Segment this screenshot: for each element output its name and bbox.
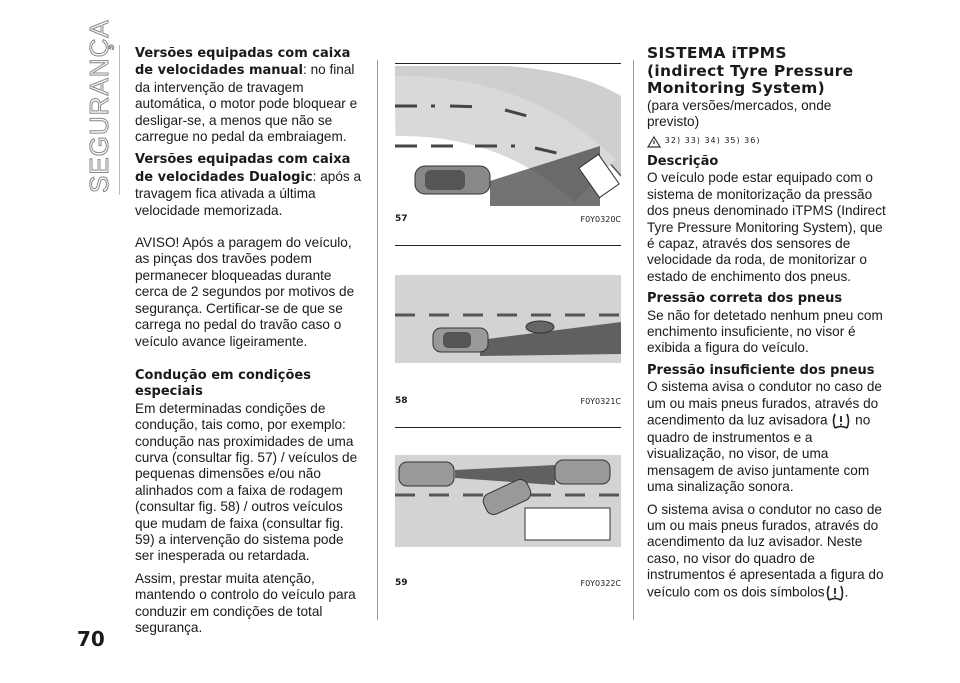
figure-top-rule [395,245,621,246]
section-title [80,19,120,195]
tyre-pressure-warning-icon [825,584,845,602]
figure-number: 57 [395,214,408,224]
figure-59 [395,450,621,590]
section-title-text: SEGURANÇA [84,19,114,193]
section-subtitle: (para versões/mercados, onde previsto) [647,97,832,129]
page-number: 70 [77,627,105,651]
paragraph-insuficiente-1 [647,379,887,495]
figure-57 [395,66,621,226]
text-manual: : no final da intervenção de travagem automática, o motor pode bloquear e desligar-se, a menos que não se carregue no pedal da embraiagem. [135,62,358,145]
paragraph-conducao-1: Em determinadas condições de condução, tais como, por exemplo: condução nas proximidades de uma curva (consultar fig. 57) / veículos de pequenas dimensões e/ou não alinhados com a faixa de rodagem (consultar fig. 58) / outros veículos que mudam de faixa (consultar fig. 59) a intervenção do sistema pode ser inesperada ou retardada. [135,400,358,564]
warning-triangle-icon [647,136,661,148]
text-insuficiente-2b: . [844,584,849,600]
figure-code: F0Y0322C [580,579,621,588]
text-column-right [647,45,887,602]
heading-dualogic: Versões equipadas com caixa de velocidades Dualogic [135,152,351,185]
figure-code: F0Y0320C [580,215,621,224]
text-insuficiente-2a: O sistema avisa o condutor no caso de um ou mais pneus furados, através do acendimento da luz avisador. Neste caso, no visor do quadro de instrumentos é apresentada a figura do veículo com os dois símbolos [647,501,884,600]
tyre-pressure-warning-icon [831,412,851,430]
text-column-left [135,45,363,636]
figure-top-rule [395,63,621,64]
section-heading-line-2: (indirect Tyre Pressure [647,61,854,80]
heading-pressao-insuficiente: Pressão insuficiente dos pneus [647,362,875,378]
reference-numbers: 32) 33) 34) 35) 36) [664,136,761,146]
paragraph-insuficiente-2 [647,502,887,602]
column-divider [633,60,634,620]
sidebar-divider [119,45,120,195]
figure-code: F0Y0321C [580,397,621,406]
paragraph-manual [135,45,363,145]
paragraph-dualogic [135,151,363,219]
heading-manual: Versões equipadas com caixa de velocidades manual [135,46,351,79]
heading-descricao: Descrição [647,153,719,169]
figure-number: 58 [395,396,408,406]
paragraph-descricao: O veículo pode estar equipado com o sistema de monitorização da pressão dos pneus denominado iTPMS (Indirect Tyre Pressure Monitoring System), que é capaz, através dos sensores de velocidade da roda, de monitorizar o estado de enchimento dos pneus. [647,170,886,284]
figure-top-rule [395,427,621,428]
reference-line [647,133,887,150]
text-insuficiente-1b: no quadro de instrumentos e a visualização, no visor, de uma mensagem de aviso juntamente com uma sinalização sonora. [647,412,871,495]
heading-pressao-correta: Pressão correta dos pneus [647,291,843,307]
figure-59-illustration [395,450,621,550]
section-heading-line-3: Monitoring System) [647,79,826,97]
paragraph-aviso: AVISO! Após a paragem do veículo, as pinças dos travões podem permanecer bloqueadas durante cerca de 2 segundos por motivos de segurança. Certificar-se de que se carrega no pedal do travão caso o veículo avance ligeiramente. [135,235,355,349]
text-insuficiente-1a: O sistema avisa o condutor no caso de um ou mais pneus furados, através do acendimento da luz avisadora [647,379,882,428]
paragraph-conducao-2: Assim, prestar muita atenção, mantendo o controlo do veículo para conduzir em condições de total segurança. [135,570,356,635]
section-heading-line-1: SISTEMA iTPMS [647,44,787,62]
paragraph-pressao-correta: Se não for detetado nenhum pneu com enchimento insuficiente, no visor é exibida a figura do veículo. [647,307,883,356]
figure-number: 59 [395,578,408,588]
figure-57-illustration [395,66,621,206]
figure-58-illustration [395,270,621,370]
column-divider [377,60,378,620]
text-dualogic: : após a travagem fica ativada a última velocidade memorizada. [135,168,362,218]
heading-conducao: Condução em condições especiais [135,367,311,400]
figure-58 [395,270,621,410]
